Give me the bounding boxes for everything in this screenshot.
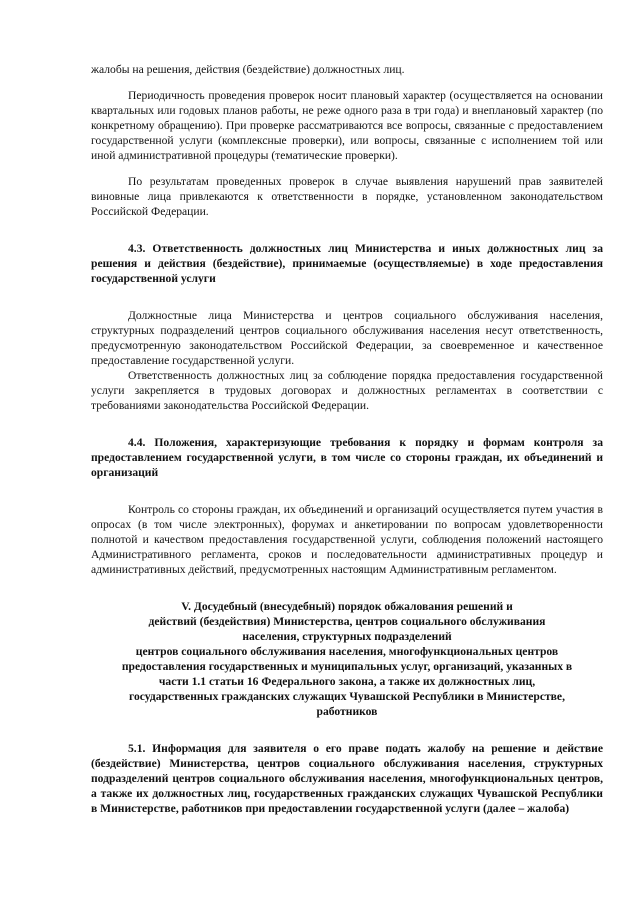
paragraph-responsibility-procedure: Ответственность должностных лиц за соблюдение порядка предоставления государственной услуги закрепляется в трудовых договорах и должностных регламентах в соответствии с требованиями законодательства Российской Федерации.: [91, 369, 603, 412]
paragraph-citizen-control: Контроль со стороны граждан, их объединений и организаций осуществляется путем участия в опросах (в том числе электронных), форумах и анкетировании по вопросам удовлетворенности полнотой и качеством предоставления государственной услуги, соблюдения положений настоящего Административного регламента, сроков и последовательности административных процедур и административных действий, предусмотренных настоящим Административным регламентом.: [91, 503, 603, 576]
section-v-heading-line: действий (бездействия) Министерства, центров социального обслуживания: [148, 615, 546, 628]
section-v-heading: [91, 599, 603, 719]
paragraph-inspection-results: По результатам проведенных проверок в случае выявления нарушений прав заявителей виновные лица привлекаются к ответственности в порядке, установленном законодательством Российской Федерации.: [91, 175, 603, 218]
paragraph-complaints-tail: жалобы на решения, действия (бездействие) должностных лиц.: [91, 63, 405, 76]
heading-5-1: 5.1. Информация для заявителя о его праве подать жалобу на решение и действие (бездействие) Министерства, центров социального обслуживания населения, структурных подразделений центров социального обслуживания населения, многофункциональных центров, а также их должностных лиц, государственных гражданских служащих Чувашской Республики в Министерстве, работников при предоставлении государственной услуги (далее – жалоба): [91, 742, 603, 815]
section-v-heading-line: части 1.1 статьи 16 Федерального закона, а также их должностных лиц,: [158, 675, 536, 688]
section-v-heading-line: населения, структурных подразделений: [242, 630, 452, 643]
heading-4-3: 4.3. Ответственность должностных лиц Министерства и иных должностных лиц за решения и действия (бездействие), принимаемые (осуществляемые) в ходе предоставления государственной услуги: [91, 242, 603, 285]
section-v-heading-line: V. Досудебный (внесудебный) порядок обжалования решений и: [181, 600, 513, 613]
heading-4-4: 4.4. Положения, характеризующие требования к порядку и формам контроля за предоставлением государственной услуги, в том числе со стороны граждан, их объединений и организаций: [91, 436, 603, 479]
paragraph-inspection-periodicity: Периодичность проведения проверок носит плановый характер (осуществляется на основании квартальных или годовых планов работы, не реже одного раза в три года) и внеплановый характер (по конкретному обращению). При проверке рассматриваются все вопросы, связанные с предоставлением государственной услуги (комплексные проверки), или вопросы, связанные с исполнением той или иной административной процедуры (тематические проверки).: [91, 89, 603, 162]
paragraph-officials-responsibility: Должностные лица Министерства и центров социального обслуживания населения, структурных подразделений центров социального обслуживания населения несут ответственность, предусмотренную законодательством Российской Федерации, за своевременное и качественное предоставление государственной услуги.: [91, 309, 603, 367]
section-v-heading-line: предоставления государственных и муниципальных услуг, организаций, указанных в: [121, 660, 573, 673]
section-v-heading-line: работников: [316, 705, 378, 718]
section-v-heading-line: центров социального обслуживания населения, многофункциональных центров: [135, 645, 559, 658]
section-v-heading-line: государственных гражданских служащих Чувашской Республики в Министерстве,: [129, 690, 565, 703]
